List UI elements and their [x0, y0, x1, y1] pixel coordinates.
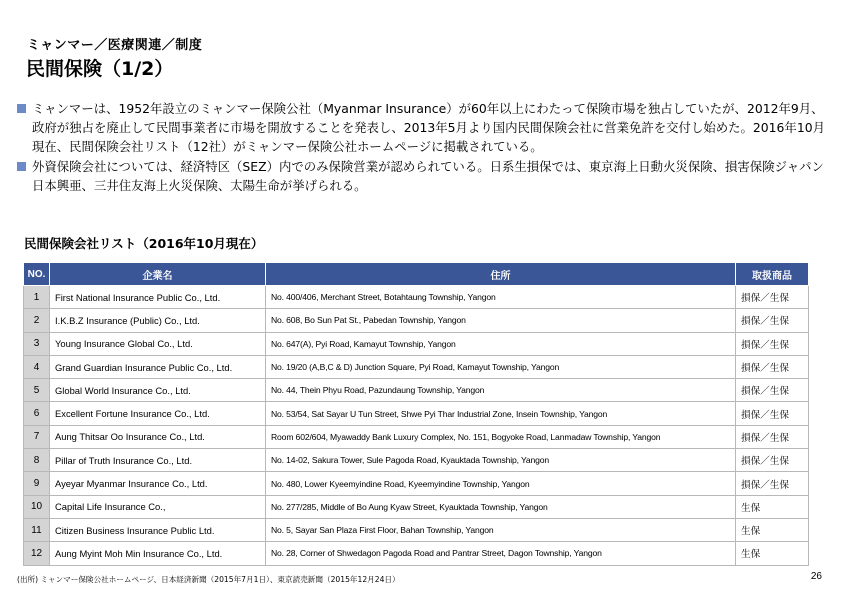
- cell-products: 損保／生保: [736, 332, 809, 355]
- column-header-address: 住所: [266, 263, 736, 286]
- table-row: [24, 286, 809, 309]
- cell-company: I.K.B.Z Insurance (Public) Co., Ltd.: [50, 309, 266, 332]
- cell-address: No. 480, Lower Kyeemyindine Road, Kyeemyindine Township, Yangon: [266, 472, 736, 495]
- cell-address: No. 14-02, Sakura Tower, Sule Pagoda Road, Kyauktada Township, Yangon: [266, 449, 736, 472]
- cell-company: Excellent Fortune Insurance Co., Ltd.: [50, 402, 266, 425]
- bullet-text: 外資保険会社については、経済特区（SEZ）内でのみ保険営業が認められている。日系生損保では、東京海上日動火災保険、損害保険ジャパン日本興亜、三井住友海上火災保険、太陽生命が挙げられる。: [32, 159, 824, 193]
- table-header-row: [24, 263, 809, 286]
- cell-products: 損保／生保: [736, 449, 809, 472]
- table-row: [24, 472, 809, 495]
- cell-products: 損保／生保: [736, 379, 809, 402]
- table-row: [24, 518, 809, 541]
- cell-address: No. 608, Bo Sun Pat St., Pabedan Township, Yangon: [266, 309, 736, 332]
- cell-no: 4: [24, 355, 50, 378]
- cell-no: 8: [24, 449, 50, 472]
- cell-company: Citizen Business Insurance Public Ltd.: [50, 518, 266, 541]
- column-header-products: 取扱商品: [736, 263, 809, 286]
- cell-company: Aung Myint Moh Min Insurance Co., Ltd.: [50, 542, 266, 565]
- cell-products: 生保: [736, 518, 809, 541]
- cell-products: 損保／生保: [736, 402, 809, 425]
- cell-address: No. 44, Thein Phyu Road, Pazundaung Township, Yangon: [266, 379, 736, 402]
- cell-address: No. 53/54, Sat Sayar U Tun Street, Shwe Pyi Thar Industrial Zone, Insein Township, Yangon: [266, 402, 736, 425]
- cell-no: 10: [24, 495, 50, 518]
- source-note: (出所) ミャンマー保険公社ホームページ、日本経済新聞（2015年7月1日）、東京読売新聞（2015年12月24日）: [17, 575, 400, 584]
- cell-address: Room 602/604, Myawaddy Bank Luxury Complex, No. 151, Bogyoke Road, Lanmadaw Township, Yangon: [266, 425, 736, 448]
- cell-company: Young Insurance Global Co., Ltd.: [50, 332, 266, 355]
- bullet-list: [16, 99, 831, 196]
- bullet-item: [16, 99, 831, 156]
- cell-no: 11: [24, 518, 50, 541]
- square-bullet-icon: [17, 104, 26, 113]
- cell-no: 1: [24, 286, 50, 309]
- cell-company: Pillar of Truth Insurance Co., Ltd.: [50, 449, 266, 472]
- cell-address: No. 277/285, Middle of Bo Aung Kyaw Street, Kyauktada Township, Yangon: [266, 495, 736, 518]
- bullet-text: ミャンマーは、1952年設立のミャンマー保険公社（Myanmar Insurance）が60年以上にわたって保険市場を独占していたが、2012年9月、政府が独占を廃止して民間事業者に市場を開放することを発表し、2013年5月より国内民間保険会社に営業免許を交付し始めた。2016年10月現在、民間保険会社リスト（12社）がミャンマー保険公社ホームページに掲載されている。: [32, 101, 825, 154]
- page-title: 民間保険（1/2）: [26, 58, 174, 80]
- column-header-company: 企業名: [50, 263, 266, 286]
- cell-no: 9: [24, 472, 50, 495]
- cell-company: Grand Guardian Insurance Public Co., Ltd.: [50, 355, 266, 378]
- cell-products: 損保／生保: [736, 286, 809, 309]
- cell-company: Aung Thitsar Oo Insurance Co., Ltd.: [50, 425, 266, 448]
- cell-no: 5: [24, 379, 50, 402]
- cell-no: 2: [24, 309, 50, 332]
- cell-products: 生保: [736, 495, 809, 518]
- page-number: 26: [810, 571, 822, 582]
- table-row: [24, 402, 809, 425]
- cell-no: 6: [24, 402, 50, 425]
- table-row: [24, 309, 809, 332]
- cell-products: 損保／生保: [736, 309, 809, 332]
- table-row: [24, 379, 809, 402]
- square-bullet-icon: [17, 162, 26, 171]
- bullet-item: [16, 157, 831, 195]
- table-row: [24, 355, 809, 378]
- cell-products: 損保／生保: [736, 472, 809, 495]
- column-header-no: NO.: [24, 263, 50, 286]
- cell-products: 損保／生保: [736, 355, 809, 378]
- cell-products: 生保: [736, 542, 809, 565]
- cell-address: No. 19/20 (A,B,C & D) Junction Square, Pyi Road, Kamayut Township, Yangon: [266, 355, 736, 378]
- cell-address: No. 28, Corner of Shwedagon Pagoda Road and Pantrar Street, Dagon Township, Yangon: [266, 542, 736, 565]
- table-row: [24, 449, 809, 472]
- cell-products: 損保／生保: [736, 425, 809, 448]
- cell-address: No. 647(A), Pyi Road, Kamayut Township, Yangon: [266, 332, 736, 355]
- cell-address: No. 5, Sayar San Plaza First Floor, Bahan Township, Yangon: [266, 518, 736, 541]
- table-title: 民間保険会社リスト（2016年10月現在）: [24, 236, 264, 251]
- cell-no: 12: [24, 542, 50, 565]
- breadcrumb: ミャンマー／医療関連／制度: [27, 38, 203, 53]
- cell-no: 7: [24, 425, 50, 448]
- table-row: [24, 332, 809, 355]
- table-row: [24, 495, 809, 518]
- cell-company: Capital Life Insurance Co.,: [50, 495, 266, 518]
- cell-no: 3: [24, 332, 50, 355]
- table-row: [24, 425, 809, 448]
- cell-company: Ayeyar Myanmar Insurance Co., Ltd.: [50, 472, 266, 495]
- cell-address: No. 400/406, Merchant Street, Botahtaung Township, Yangon: [266, 286, 736, 309]
- insurance-company-table: [23, 262, 809, 566]
- cell-company: Global World Insurance Co., Ltd.: [50, 379, 266, 402]
- table-row: [24, 542, 809, 565]
- cell-company: First National Insurance Public Co., Ltd.: [50, 286, 266, 309]
